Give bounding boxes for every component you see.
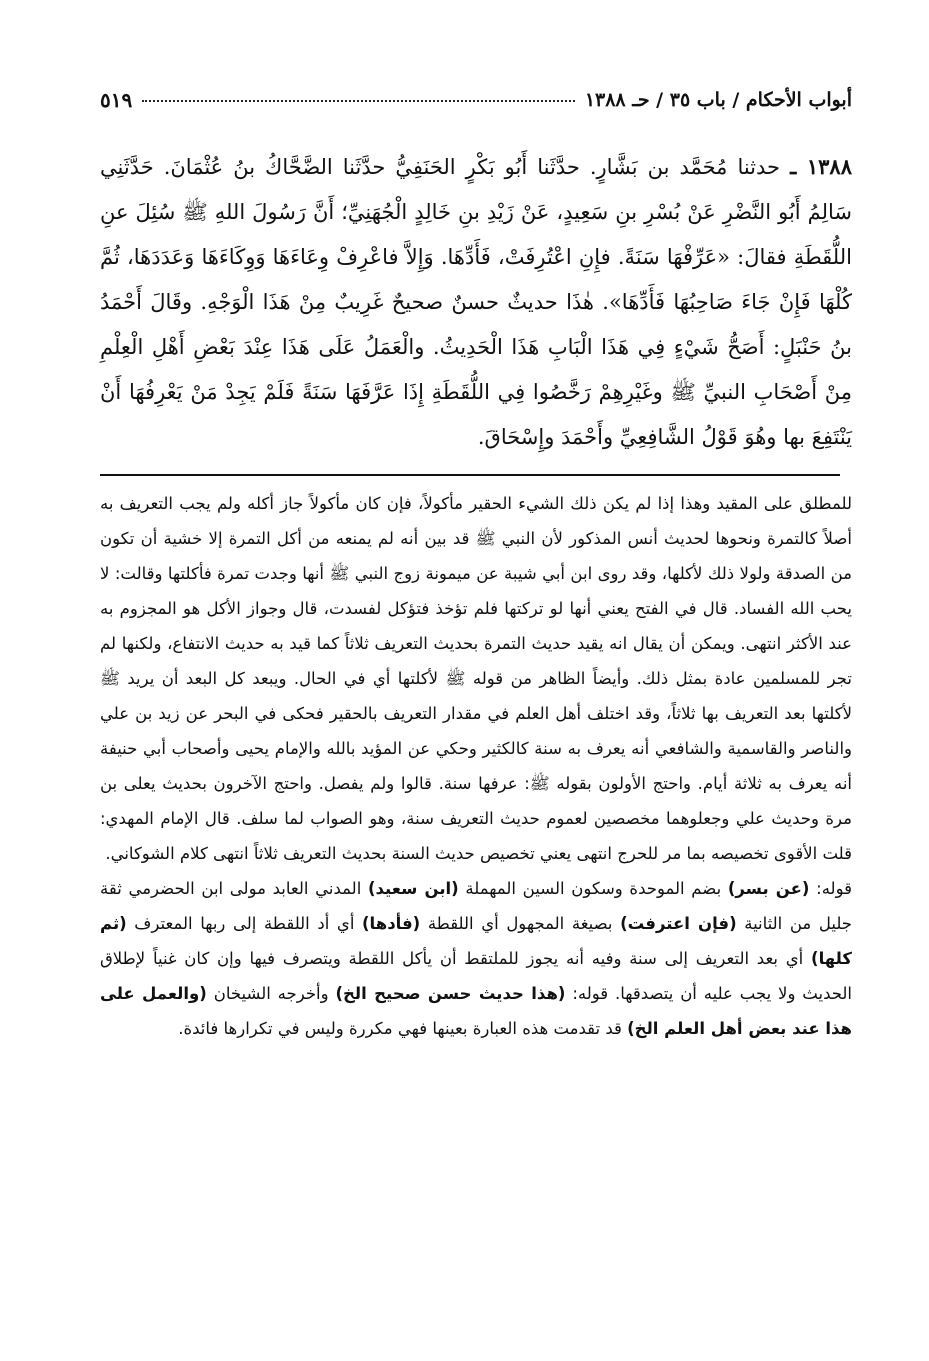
commentary-text: قوله: <box>816 879 852 898</box>
commentary-lemma: (والعمل على هذا عند بعض أهل العلم الخ) <box>100 984 852 1038</box>
commentary-lemma: (ثم كلها) <box>100 914 853 968</box>
commentary-text: وأخرجه الشيخان <box>213 984 329 1003</box>
commentary-lemma: (فأدها) <box>362 914 421 933</box>
commentary-text: بضم الموحدة وسكون السين المهملة <box>465 879 722 898</box>
commentary-lemma: (عن بسر) <box>727 879 810 898</box>
hadith-number: ١٣٨٨ ـ <box>790 154 852 179</box>
commentary-text: قد تقدمت هذه العبارة بعينها فهي مكررة وليس في تكرارها فائدة. <box>178 1019 622 1038</box>
footnote-separator <box>100 474 840 476</box>
commentary-paragraph-2 <box>100 871 852 1046</box>
commentary-text: أي أد اللقطة إلى ربها المعترف <box>134 914 355 933</box>
commentary <box>100 486 852 1046</box>
commentary-text: بصيغة المجهول أي اللقطة <box>427 914 613 933</box>
running-header <box>100 80 852 120</box>
book-page <box>100 80 852 1046</box>
commentary-text: المدني العابد مولى ابن الحضرمي ثقة جليل من الثانية <box>100 879 852 933</box>
commentary-lemma: (فإن اعترفت) <box>620 914 737 933</box>
commentary-text: أي بعد التعريف إلى سنة وفيه أنه يجوز للملتقط أن يأكل اللقطة ويتصرف فيها وإن كان غنياً لإطلاق الحديث ولا يجب عليه أن يتصدقها. قوله: <box>100 949 853 1003</box>
dotted-leader <box>142 99 575 102</box>
hadith-text <box>100 144 852 460</box>
hadith-body: حدثنا مُحَمَّد بن بَشَّارٍ. حدَّثَنا أَبُو بَكْرٍ الحَنَفِيُّ حدَّثَنا الضَّحَّاكُ بنُ عُثْمَانَ. حَدَّثَنِي سَالِمُ أَبُو النَّضْرِ عَنْ بُسْرِ بنِ سَعِيدٍ، عَنْ زَيْدِ بنِ خَالِدٍ الْجُهَنِيِّ؛ أَنَّ رَسُولَ اللهِ ﷺ سُئِلَ عنِ اللُّقَطَةِ فقالَ: «عَرِّفْهَا سَنَةً. فإِنِ اعْتُرِفَتْ، فَأَدِّهَا. وَإِلاَّ فاعْرِفْ وِعَاءَهَا وَوِكَاءَهَا وَعَدَدَهَا، ثُمَّ كُلْهَا فَإِنْ جَاءَ صَاحِبُهَا فَأَدِّهَا». هٰذَا حديثٌ حسنٌ صحيحٌ غَرِيبٌ مِنْ هَذَا الْوَجْهِ. وقَالَ أَحْمَدُ بنُ حَنْبَلٍ: أَصَحُّ شَيْءٍ فِي هَذَا الْبَابِ هَذَا الْحَدِيثُ. والْعَمَلُ عَلَى هَذَا عِنْدَ بَعْضِ أَهْلِ الْعِلْمِ مِنْ أَصْحَابِ النبيِّ ﷺ وغَيْرِهِمْ رَخَّصُوا فِي اللُّقَطَةِ إِذَا عَرَّفَهَا سَنَةً فَلَمْ يَجِدْ مَنْ يَعْرِفُهَا أَنْ يَنْتَفِعَ بها وهُوَ قَوْلُ الشَّافِعِيِّ وأَحْمَدَ وإِسْحَاقَ. <box>100 155 852 449</box>
commentary-paragraph-1: للمطلق على المقيد وهذا إذا لم يكن ذلك الشيء الحقير مأكولاً، فإن كان مأكولاً جاز أكله ولم يجب التعريف به أصلاً كالتمرة ونحوها لحديث أنس المذكور لأن النبي ﷺ قد بين أنه لم يمنعه من أكل التمرة إلا خشية أن تكون من الصدقة ولولا ذلك لأكلها، وقد روى ابن أبي شيبة عن ميمونة زوج النبي ﷺ أنها وجدت تمرة فأكلتها وقالت: لا يحب الله الفساد. قال في الفتح يعني أنها لو تركتها فلم تؤخذ فتؤكل لفسدت، قال وجواز الأكل هو المجزوم به عند الأكثر انتهى. ويمكن أن يقال انه يقيد حديث التمرة بحديث التعريف ثلاثاً كما قيد به حديث الانتفاع، ولكنها لم تجر للمسلمين عادة بمثل ذلك. وأيضاً الظاهر من قوله ﷺ لأكلتها أي في الحال. ويبعد كل البعد أن يريد ﷺ لأكلتها بعد التعريف بها ثلاثاً، وقد اختلف أهل العلم في مقدار التعريف بالحقير فحكى في البحر عن زيد بن علي والناصر والقاسمية والشافعي أنه يعرف به سنة كالكثير وحكي عن المؤيد بالله والإمام يحيى وأصحاب أبي حنيفة أنه يعرف به ثلاثة أيام. واحتج الأولون بقوله ﷺ: عرفها سنة. قالوا ولم يفصل. واحتج الآخرون بحديث يعلى بن مرة وحديث علي وجعلوهما مخصصين لعموم حديث التعريف سنة، وهو الصواب لما سلف. قال الإمام المهدي: قلت الأقوى تخصيصه بما مر للحرج انتهى يعني تخصيص حديث السنة بحديث التعريف ثلاثاً انتهى كلام الشوكاني. <box>100 494 852 863</box>
commentary-lemma: (ابن سعيد) <box>367 879 459 898</box>
page-number: ٥١٩ <box>100 88 133 112</box>
header-title: أبواب الأحكام / باب ٣٥ / حـ ١٣٨٨ <box>584 89 852 111</box>
commentary-lemma: (هذا حديث حسن صحيح الخ) <box>335 984 566 1003</box>
